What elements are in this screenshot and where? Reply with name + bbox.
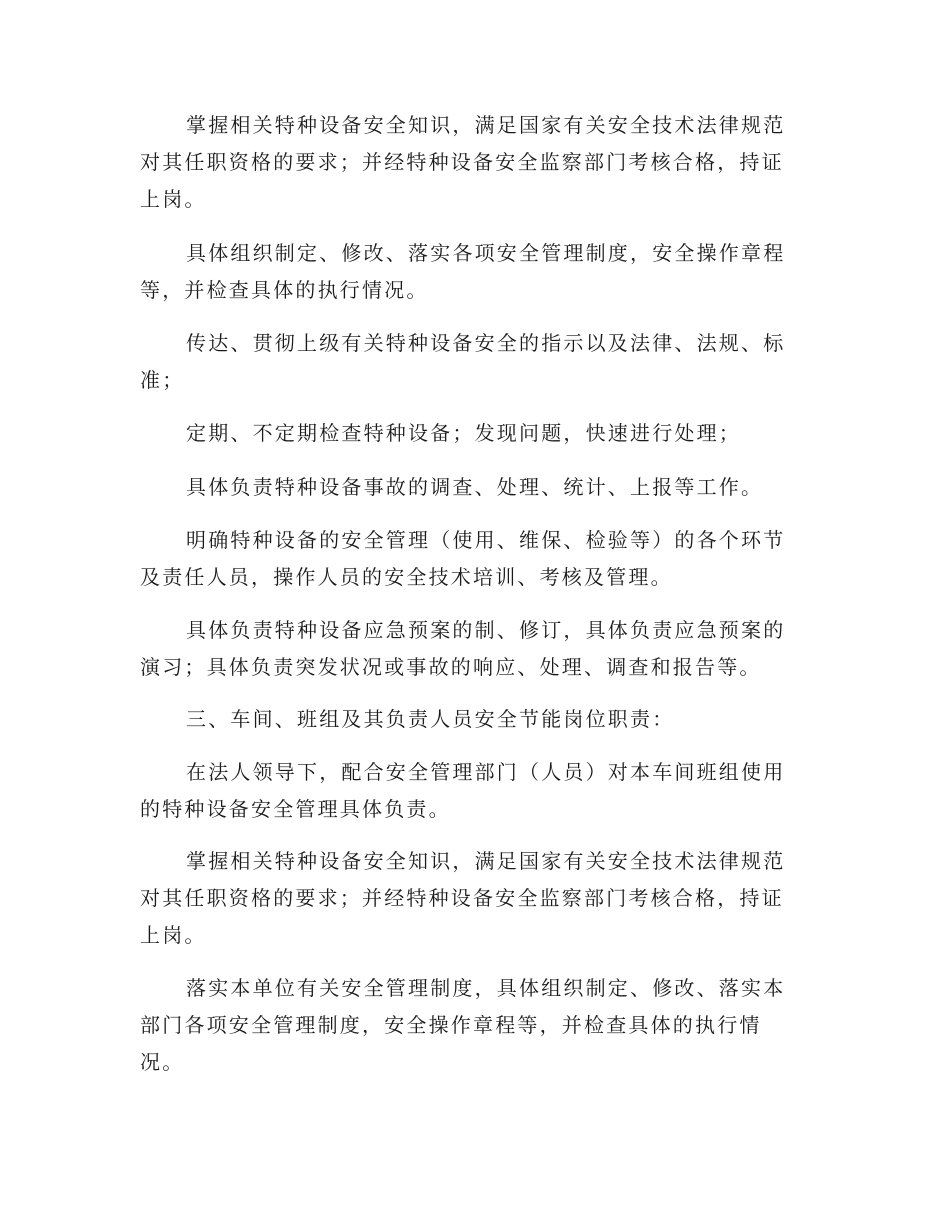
paragraph-9: 在法人领导下，配合安全管理部门（人员）对本车间班组使用的特种设备安全管理具体负责。 [140,760,786,821]
paragraph-5: 具体负责特种设备事故的调查、处理、统计、上报等工作。 [186,475,764,499]
paragraph-1: 掌握相关特种设备安全知识，满足国家有关安全技术法律规范对其任职资格的要求；并经特种设备安全监察部门考核合格，持证上岗。 [140,113,786,211]
paragraph-10: 掌握相关特种设备安全知识，满足国家有关安全技术法律规范对其任职资格的要求；并经特种设备安全监察部门考核合格，持证上岗。 [140,849,786,947]
section-heading: 三、车间、班组及其负责人员安全节能岗位职责： [186,707,675,731]
paragraph-2: 具体组织制定、修改、落实各项安全管理制度，安全操作章程等，并检查具体的执行情况。 [140,241,786,302]
paragraph-3: 传达、贯彻上级有关特种设备安全的指示以及法律、法规、标准； [140,331,786,392]
paragraph-11: 落实本单位有关安全管理制度，具体组织制定、修改、落实本部门各项安全管理制度，安全操作章程等，并检查具体的执行情况。 [140,976,786,1074]
paragraph-4: 定期、不定期检查特种设备；发现问题，快速进行处理； [186,421,741,445]
paragraph-6: 明确特种设备的安全管理（使用、维保、检验等）的各个环节及责任人员，操作人员的安全技术培训、考核及管理。 [140,528,786,589]
paragraph-7: 具体负责特种设备应急预案的制、修订，具体负责应急预案的演习；具体负责突发状况或事故的响应、处理、调查和报告等。 [140,618,786,679]
